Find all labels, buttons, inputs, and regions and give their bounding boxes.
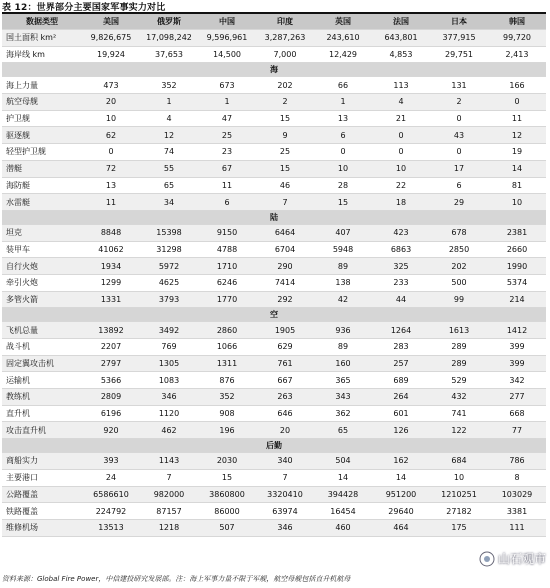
row-label: 牵引火炮 bbox=[2, 274, 82, 291]
table-cell: 7,000 bbox=[256, 46, 314, 63]
table-cell: 14 bbox=[488, 160, 546, 177]
table-cell: 214 bbox=[488, 291, 546, 308]
table-cell: 507 bbox=[198, 519, 256, 536]
table-cell: 103029 bbox=[488, 486, 546, 503]
table-body bbox=[2, 14, 546, 536]
table-cell: 393 bbox=[82, 453, 140, 470]
table-cell: 63974 bbox=[256, 503, 314, 520]
table-cell: 89 bbox=[314, 339, 372, 356]
table-cell: 160 bbox=[314, 355, 372, 372]
table-row bbox=[2, 144, 546, 161]
table-cell: 2,413 bbox=[488, 46, 546, 63]
table-cell: 9 bbox=[256, 127, 314, 144]
table-cell: 19,924 bbox=[82, 46, 140, 63]
row-label: 国土面积 km² bbox=[2, 30, 82, 47]
table-row bbox=[2, 177, 546, 194]
table-cell: 14 bbox=[314, 469, 372, 486]
table-cell: 6704 bbox=[256, 241, 314, 258]
table-row bbox=[2, 110, 546, 127]
header-cell-country: 印度 bbox=[256, 14, 314, 30]
table-cell: 667 bbox=[256, 372, 314, 389]
row-label: 固定翼攻击机 bbox=[2, 355, 82, 372]
table-row bbox=[2, 405, 546, 422]
table-cell: 55 bbox=[140, 160, 198, 177]
table-cell: 1331 bbox=[82, 291, 140, 308]
source-note: 资料来源：Global Fire Power，中信建投研究发展部。注：海上军事力量不限于军舰，航空母舰包括直升机航母 bbox=[2, 575, 351, 583]
table-cell: 29,751 bbox=[430, 46, 488, 63]
watermark-logo-icon bbox=[479, 551, 495, 567]
table-cell: 31298 bbox=[140, 241, 198, 258]
table-cell: 10 bbox=[488, 194, 546, 211]
table-cell: 1210251 bbox=[430, 486, 488, 503]
table-cell: 263 bbox=[256, 389, 314, 406]
table-cell: 62 bbox=[82, 127, 140, 144]
table-cell: 10 bbox=[372, 160, 430, 177]
table-cell: 138 bbox=[314, 274, 372, 291]
table-cell: 377,915 bbox=[430, 30, 488, 47]
table-cell: 81 bbox=[488, 177, 546, 194]
table-cell: 936 bbox=[314, 322, 372, 339]
table-cell: 6863 bbox=[372, 241, 430, 258]
table-cell: 668 bbox=[488, 405, 546, 422]
table-cell: 473 bbox=[82, 77, 140, 94]
table-cell: 1120 bbox=[140, 405, 198, 422]
table-cell: 1613 bbox=[430, 322, 488, 339]
table-cell: 17,098,242 bbox=[140, 30, 198, 47]
table-cell: 786 bbox=[488, 453, 546, 470]
table-cell: 0 bbox=[314, 144, 372, 161]
table-row bbox=[2, 224, 546, 241]
table-row bbox=[2, 503, 546, 520]
table-cell: 86000 bbox=[198, 503, 256, 520]
table-cell: 24 bbox=[82, 469, 140, 486]
table-cell: 2809 bbox=[82, 389, 140, 406]
table-cell: 25 bbox=[198, 127, 256, 144]
table-cell: 629 bbox=[256, 339, 314, 356]
table-cell: 99 bbox=[430, 291, 488, 308]
row-label: 海防艇 bbox=[2, 177, 82, 194]
header-cell-label: 数据类型 bbox=[2, 14, 82, 30]
table-cell: 1083 bbox=[140, 372, 198, 389]
table-row bbox=[2, 519, 546, 536]
table-row bbox=[2, 241, 546, 258]
table-cell: 111 bbox=[488, 519, 546, 536]
table-cell: 340 bbox=[256, 453, 314, 470]
table-cell: 5366 bbox=[82, 372, 140, 389]
table-cell: 407 bbox=[314, 224, 372, 241]
table-cell: 126 bbox=[372, 422, 430, 439]
table-cell: 951200 bbox=[372, 486, 430, 503]
table-cell: 1 bbox=[140, 94, 198, 111]
table-cell: 643,801 bbox=[372, 30, 430, 47]
table-cell: 343 bbox=[314, 389, 372, 406]
table-cell: 11 bbox=[488, 110, 546, 127]
table-cell: 77 bbox=[488, 422, 546, 439]
row-label: 公路覆盖 bbox=[2, 486, 82, 503]
table-title: 表 12：世界部分主要国家军事实力对比 bbox=[2, 3, 166, 13]
table-cell: 5374 bbox=[488, 274, 546, 291]
table-cell: 4 bbox=[140, 110, 198, 127]
table-cell: 72 bbox=[82, 160, 140, 177]
table-cell: 342 bbox=[488, 372, 546, 389]
table-cell: 6246 bbox=[198, 274, 256, 291]
table-cell: 264 bbox=[372, 389, 430, 406]
row-label: 铁路覆盖 bbox=[2, 503, 82, 520]
table-cell: 0 bbox=[372, 127, 430, 144]
row-label: 维修机场 bbox=[2, 519, 82, 536]
table-cell: 3320410 bbox=[256, 486, 314, 503]
table-cell: 25 bbox=[256, 144, 314, 161]
table-cell: 290 bbox=[256, 258, 314, 275]
table-row bbox=[2, 46, 546, 63]
row-label: 攻击直升机 bbox=[2, 422, 82, 439]
table-cell: 16454 bbox=[314, 503, 372, 520]
table-cell: 1412 bbox=[488, 322, 546, 339]
table-cell: 362 bbox=[314, 405, 372, 422]
table-cell: 920 bbox=[82, 422, 140, 439]
table-cell: 876 bbox=[198, 372, 256, 389]
table-cell: 65 bbox=[314, 422, 372, 439]
section-header-row bbox=[2, 308, 546, 322]
table-cell: 65 bbox=[140, 177, 198, 194]
table-cell: 684 bbox=[430, 453, 488, 470]
table-cell: 22 bbox=[372, 177, 430, 194]
table-cell: 6 bbox=[314, 127, 372, 144]
table-cell: 529 bbox=[430, 372, 488, 389]
table-cell: 41062 bbox=[82, 241, 140, 258]
table-cell: 601 bbox=[372, 405, 430, 422]
table-row bbox=[2, 322, 546, 339]
table-cell: 4788 bbox=[198, 241, 256, 258]
table-cell: 20 bbox=[256, 422, 314, 439]
table-cell: 14,500 bbox=[198, 46, 256, 63]
table-cell: 15 bbox=[198, 469, 256, 486]
table-cell: 34 bbox=[140, 194, 198, 211]
header-cell-country: 俄罗斯 bbox=[140, 14, 198, 30]
table-cell: 6196 bbox=[82, 405, 140, 422]
table-cell: 1 bbox=[314, 94, 372, 111]
table-cell: 131 bbox=[430, 77, 488, 94]
table-cell: 175 bbox=[430, 519, 488, 536]
table-cell: 15398 bbox=[140, 224, 198, 241]
table-cell: 11 bbox=[198, 177, 256, 194]
table-cell: 6586610 bbox=[82, 486, 140, 503]
table-cell: 346 bbox=[140, 389, 198, 406]
table-cell: 7 bbox=[256, 194, 314, 211]
table-row bbox=[2, 258, 546, 275]
row-label: 海上力量 bbox=[2, 77, 82, 94]
table-row bbox=[2, 291, 546, 308]
table-cell: 233 bbox=[372, 274, 430, 291]
table-cell: 29640 bbox=[372, 503, 430, 520]
table-cell: 2 bbox=[430, 94, 488, 111]
table-cell: 3860800 bbox=[198, 486, 256, 503]
table-row bbox=[2, 127, 546, 144]
table-row bbox=[2, 77, 546, 94]
table-cell: 908 bbox=[198, 405, 256, 422]
table-cell: 1264 bbox=[372, 322, 430, 339]
table-cell: 224792 bbox=[82, 503, 140, 520]
table-cell: 432 bbox=[430, 389, 488, 406]
table-cell: 202 bbox=[430, 258, 488, 275]
table-cell: 982000 bbox=[140, 486, 198, 503]
table-cell: 4 bbox=[372, 94, 430, 111]
table-row bbox=[2, 274, 546, 291]
row-label: 坦克 bbox=[2, 224, 82, 241]
table-cell: 1710 bbox=[198, 258, 256, 275]
section-title: 海 bbox=[2, 63, 546, 77]
table-cell: 673 bbox=[198, 77, 256, 94]
table-cell: 462 bbox=[140, 422, 198, 439]
table-cell: 113 bbox=[372, 77, 430, 94]
table-cell: 289 bbox=[430, 339, 488, 356]
table-row bbox=[2, 469, 546, 486]
table-cell: 2850 bbox=[430, 241, 488, 258]
table-cell: 277 bbox=[488, 389, 546, 406]
watermark bbox=[479, 550, 546, 567]
table-cell: 2860 bbox=[198, 322, 256, 339]
table-cell: 5972 bbox=[140, 258, 198, 275]
table-row bbox=[2, 422, 546, 439]
table-cell: 1143 bbox=[140, 453, 198, 470]
header-cell-country: 韩国 bbox=[488, 14, 546, 30]
table-cell: 2797 bbox=[82, 355, 140, 372]
table-row bbox=[2, 94, 546, 111]
table-cell: 8 bbox=[488, 469, 546, 486]
military-comparison-table bbox=[2, 14, 546, 537]
table-cell: 10 bbox=[82, 110, 140, 127]
table-cell: 3793 bbox=[140, 291, 198, 308]
section-header-row bbox=[2, 210, 546, 224]
table-cell: 43 bbox=[430, 127, 488, 144]
table-cell: 243,610 bbox=[314, 30, 372, 47]
table-cell: 346 bbox=[256, 519, 314, 536]
table-cell: 6464 bbox=[256, 224, 314, 241]
table-cell: 7414 bbox=[256, 274, 314, 291]
table-cell: 67 bbox=[198, 160, 256, 177]
row-label: 航空母舰 bbox=[2, 94, 82, 111]
row-label: 飞机总量 bbox=[2, 322, 82, 339]
table-cell: 5948 bbox=[314, 241, 372, 258]
comparison-table-container bbox=[2, 12, 546, 537]
table-cell: 4,853 bbox=[372, 46, 430, 63]
section-title: 空 bbox=[2, 308, 546, 322]
table-cell: 13 bbox=[314, 110, 372, 127]
row-label: 护卫舰 bbox=[2, 110, 82, 127]
table-cell: 769 bbox=[140, 339, 198, 356]
table-cell: 46 bbox=[256, 177, 314, 194]
table-cell: 292 bbox=[256, 291, 314, 308]
table-cell: 10 bbox=[314, 160, 372, 177]
section-header-row bbox=[2, 63, 546, 77]
table-cell: 352 bbox=[198, 389, 256, 406]
table-cell: 460 bbox=[314, 519, 372, 536]
row-label: 水雷艇 bbox=[2, 194, 82, 211]
table-cell: 7 bbox=[140, 469, 198, 486]
section-title: 后勤 bbox=[2, 439, 546, 453]
table-cell: 10 bbox=[430, 469, 488, 486]
header-cell-country: 日本 bbox=[430, 14, 488, 30]
row-label: 教练机 bbox=[2, 389, 82, 406]
table-cell: 202 bbox=[256, 77, 314, 94]
table-cell: 15 bbox=[256, 160, 314, 177]
table-cell: 1066 bbox=[198, 339, 256, 356]
table-row bbox=[2, 453, 546, 470]
table-cell: 11 bbox=[82, 194, 140, 211]
table-cell: 394428 bbox=[314, 486, 372, 503]
table-cell: 1934 bbox=[82, 258, 140, 275]
table-cell: 14 bbox=[372, 469, 430, 486]
table-cell: 689 bbox=[372, 372, 430, 389]
table-cell: 7 bbox=[256, 469, 314, 486]
table-row bbox=[2, 355, 546, 372]
row-label: 战斗机 bbox=[2, 339, 82, 356]
row-label: 运输机 bbox=[2, 372, 82, 389]
table-cell: 27182 bbox=[430, 503, 488, 520]
table-cell: 4625 bbox=[140, 274, 198, 291]
table-cell: 761 bbox=[256, 355, 314, 372]
table-cell: 9150 bbox=[198, 224, 256, 241]
table-header-row bbox=[2, 14, 546, 30]
table-cell: 283 bbox=[372, 339, 430, 356]
table-cell: 9,596,961 bbox=[198, 30, 256, 47]
table-cell: 47 bbox=[198, 110, 256, 127]
table-cell: 15 bbox=[256, 110, 314, 127]
header-cell-country: 法国 bbox=[372, 14, 430, 30]
table-cell: 2660 bbox=[488, 241, 546, 258]
table-cell: 20 bbox=[82, 94, 140, 111]
table-cell: 1 bbox=[198, 94, 256, 111]
table-cell: 399 bbox=[488, 339, 546, 356]
table-cell: 6 bbox=[198, 194, 256, 211]
table-cell: 365 bbox=[314, 372, 372, 389]
table-cell: 8848 bbox=[82, 224, 140, 241]
row-label: 商船实力 bbox=[2, 453, 82, 470]
row-label: 直升机 bbox=[2, 405, 82, 422]
table-cell: 1305 bbox=[140, 355, 198, 372]
table-cell: 352 bbox=[140, 77, 198, 94]
row-label: 装甲车 bbox=[2, 241, 82, 258]
table-cell: 423 bbox=[372, 224, 430, 241]
table-cell: 6 bbox=[430, 177, 488, 194]
table-cell: 23 bbox=[198, 144, 256, 161]
section-title: 陆 bbox=[2, 210, 546, 224]
table-row bbox=[2, 372, 546, 389]
table-cell: 42 bbox=[314, 291, 372, 308]
table-cell: 12 bbox=[488, 127, 546, 144]
table-cell: 162 bbox=[372, 453, 430, 470]
table-cell: 15 bbox=[314, 194, 372, 211]
table-cell: 2030 bbox=[198, 453, 256, 470]
table-cell: 2 bbox=[256, 94, 314, 111]
table-cell: 28 bbox=[314, 177, 372, 194]
table-row bbox=[2, 194, 546, 211]
table-cell: 196 bbox=[198, 422, 256, 439]
row-label: 海岸线 km bbox=[2, 46, 82, 63]
row-label: 驱逐舰 bbox=[2, 127, 82, 144]
table-cell: 646 bbox=[256, 405, 314, 422]
header-cell-country: 英国 bbox=[314, 14, 372, 30]
row-label: 自行火炮 bbox=[2, 258, 82, 275]
table-cell: 1905 bbox=[256, 322, 314, 339]
table-cell: 0 bbox=[430, 144, 488, 161]
table-row bbox=[2, 30, 546, 47]
table-cell: 87157 bbox=[140, 503, 198, 520]
table-cell: 464 bbox=[372, 519, 430, 536]
table-cell: 289 bbox=[430, 355, 488, 372]
section-header-row bbox=[2, 439, 546, 453]
table-cell: 29 bbox=[430, 194, 488, 211]
table-cell: 13513 bbox=[82, 519, 140, 536]
row-label: 多管火箭 bbox=[2, 291, 82, 308]
table-cell: 2207 bbox=[82, 339, 140, 356]
table-cell: 500 bbox=[430, 274, 488, 291]
table-cell: 13 bbox=[82, 177, 140, 194]
table-cell: 1990 bbox=[488, 258, 546, 275]
row-label: 主要港口 bbox=[2, 469, 82, 486]
table-cell: 0 bbox=[488, 94, 546, 111]
table-cell: 399 bbox=[488, 355, 546, 372]
table-cell: 12,429 bbox=[314, 46, 372, 63]
table-cell: 44 bbox=[372, 291, 430, 308]
table-cell: 504 bbox=[314, 453, 372, 470]
row-label: 轻型护卫舰 bbox=[2, 144, 82, 161]
table-cell: 89 bbox=[314, 258, 372, 275]
table-cell: 74 bbox=[140, 144, 198, 161]
table-cell: 1770 bbox=[198, 291, 256, 308]
table-cell: 0 bbox=[430, 110, 488, 127]
header-cell-country: 美国 bbox=[82, 14, 140, 30]
table-cell: 13892 bbox=[82, 322, 140, 339]
table-cell: 0 bbox=[82, 144, 140, 161]
table-cell: 19 bbox=[488, 144, 546, 161]
table-cell: 37,653 bbox=[140, 46, 198, 63]
table-cell: 12 bbox=[140, 127, 198, 144]
header-cell-country: 中国 bbox=[198, 14, 256, 30]
table-row bbox=[2, 389, 546, 406]
table-row bbox=[2, 160, 546, 177]
table-cell: 3,287,263 bbox=[256, 30, 314, 47]
table-cell: 0 bbox=[372, 144, 430, 161]
table-cell: 66 bbox=[314, 77, 372, 94]
table-cell: 2381 bbox=[488, 224, 546, 241]
table-cell: 3381 bbox=[488, 503, 546, 520]
table-cell: 741 bbox=[430, 405, 488, 422]
table-cell: 3492 bbox=[140, 322, 198, 339]
table-row bbox=[2, 339, 546, 356]
watermark-text: 山石观市 bbox=[497, 552, 546, 566]
table-cell: 17 bbox=[430, 160, 488, 177]
table-cell: 1218 bbox=[140, 519, 198, 536]
table-cell: 325 bbox=[372, 258, 430, 275]
table-cell: 257 bbox=[372, 355, 430, 372]
table-cell: 1311 bbox=[198, 355, 256, 372]
table-cell: 678 bbox=[430, 224, 488, 241]
table-cell: 99,720 bbox=[488, 30, 546, 47]
table-cell: 1299 bbox=[82, 274, 140, 291]
table-cell: 18 bbox=[372, 194, 430, 211]
table-cell: 166 bbox=[488, 77, 546, 94]
table-row bbox=[2, 486, 546, 503]
row-label: 潜艇 bbox=[2, 160, 82, 177]
table-cell: 122 bbox=[430, 422, 488, 439]
table-cell: 9,826,675 bbox=[82, 30, 140, 47]
table-cell: 21 bbox=[372, 110, 430, 127]
